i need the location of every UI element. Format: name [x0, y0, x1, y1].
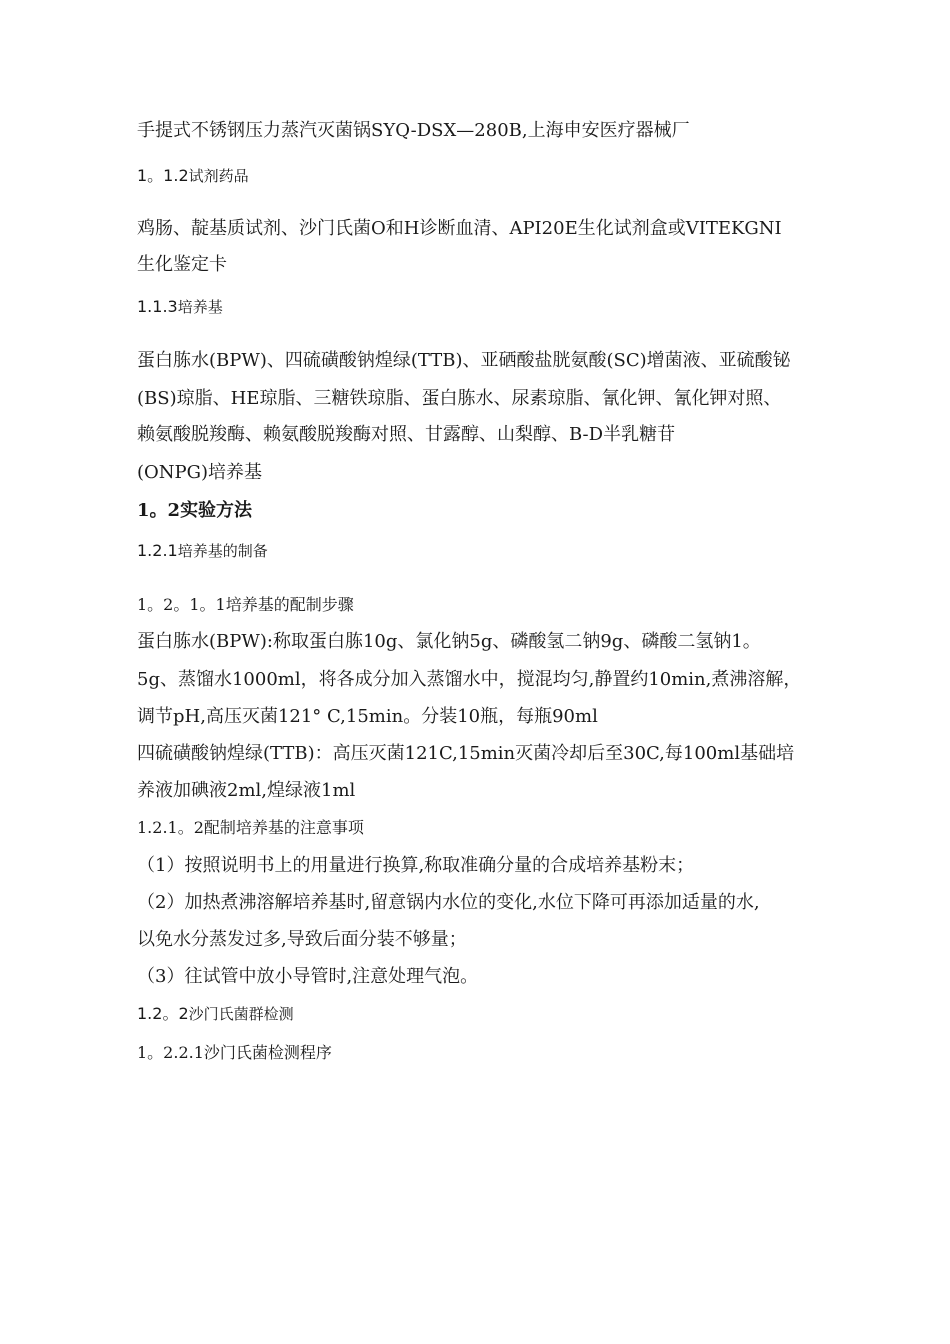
- heading-number: 1.2。2: [137, 1004, 189, 1023]
- note-2a: （2）加热煮沸溶解培养基时,留意锅内水位的变化,水位下降可再添加适量的水,: [137, 892, 760, 913]
- heading-number: 1.1.3: [137, 297, 178, 316]
- heading-number: 1。1.2: [137, 166, 189, 185]
- bpw-line-3: 调节pH,高压灭菌121° C,15min。分装10瓶，每瓶90ml: [137, 706, 598, 727]
- bpw-line-2: 5g、蒸馏水1000ml，将各成分加入蒸馏水中，搅混均匀,静置约10min,煮沸溶解，: [137, 669, 802, 690]
- ttb-line-2: 养液加碘液2ml,煌绿液1ml: [137, 780, 356, 801]
- heading-title: 试剂药品: [188, 167, 249, 185]
- reagents-line-2: 生化鉴定卡: [137, 254, 227, 275]
- reagents-line-1: 鸡肠、靛基质试剂、沙门氏菌O和H诊断血清、API20E生化试剂盒或VITEKGNI: [137, 218, 782, 239]
- heading-1-1-3: [137, 296, 223, 317]
- note-3: （3）往试管中放小导管时,注意处理气泡。: [137, 966, 479, 987]
- heading-1-2-1-2: 1.2.1。2配制培养基的注意事项: [137, 818, 364, 837]
- equipment-line: 手提式不锈钢压力蒸汽灭菌锅SYQ-DSX—280B,上海申安医疗器械厂: [137, 120, 690, 141]
- note-1: （1）按照说明书上的用量进行换算,称取准确分量的合成培养基粉末；: [137, 855, 695, 876]
- heading-title: 培养基: [177, 298, 223, 316]
- heading-title: 沙门氏菌群检测: [188, 1005, 294, 1023]
- heading-1-2-1: [137, 540, 268, 561]
- heading-1-2-2: [137, 1001, 294, 1024]
- heading-1-2: [137, 496, 252, 522]
- heading-1-2-1-1: 1。2。1。1培养基的配制步骤: [137, 595, 354, 614]
- media-line-4: (ONPG)培养基: [137, 462, 263, 483]
- heading-title: 培养基的制备: [177, 542, 268, 560]
- ttb-line-1: 四硫磺酸钠煌绿(TTB)：高压灭菌121C,15min灭菌冷却后至30C,每100ml基础培: [137, 743, 795, 764]
- heading-title: 实验方法: [180, 500, 253, 521]
- heading-1-2-2-1: 1。2.2.1沙门氏菌检测程序: [137, 1043, 332, 1062]
- heading-number: 1。2: [137, 500, 181, 521]
- media-line-1: 蛋白胨水(BPW)、四硫磺酸钠煌绿(TTB)、亚硒酸盐胱氨酸(SC)增菌液、亚硫酸铋: [137, 350, 791, 371]
- bpw-line-1: 蛋白胨水(BPW):称取蛋白胨10g、氯化钠5g、磷酸氢二钠9g、磷酸二氢钠1。: [137, 631, 761, 652]
- media-line-2: (BS)琼脂、HE琼脂、三糖铁琼脂、蛋白胨水、尿素琼脂、氰化钾、氰化钾对照、: [137, 388, 782, 409]
- note-2b: 以免水分蒸发过多,导致后面分装不够量；: [137, 929, 467, 950]
- media-line-3: 赖氨酸脱羧酶、赖氨酸脱羧酶对照、甘露醇、山梨醇、B-D半乳糖苷: [137, 424, 676, 445]
- heading-number: 1.2.1: [137, 541, 178, 560]
- heading-1-1-2: [137, 163, 249, 186]
